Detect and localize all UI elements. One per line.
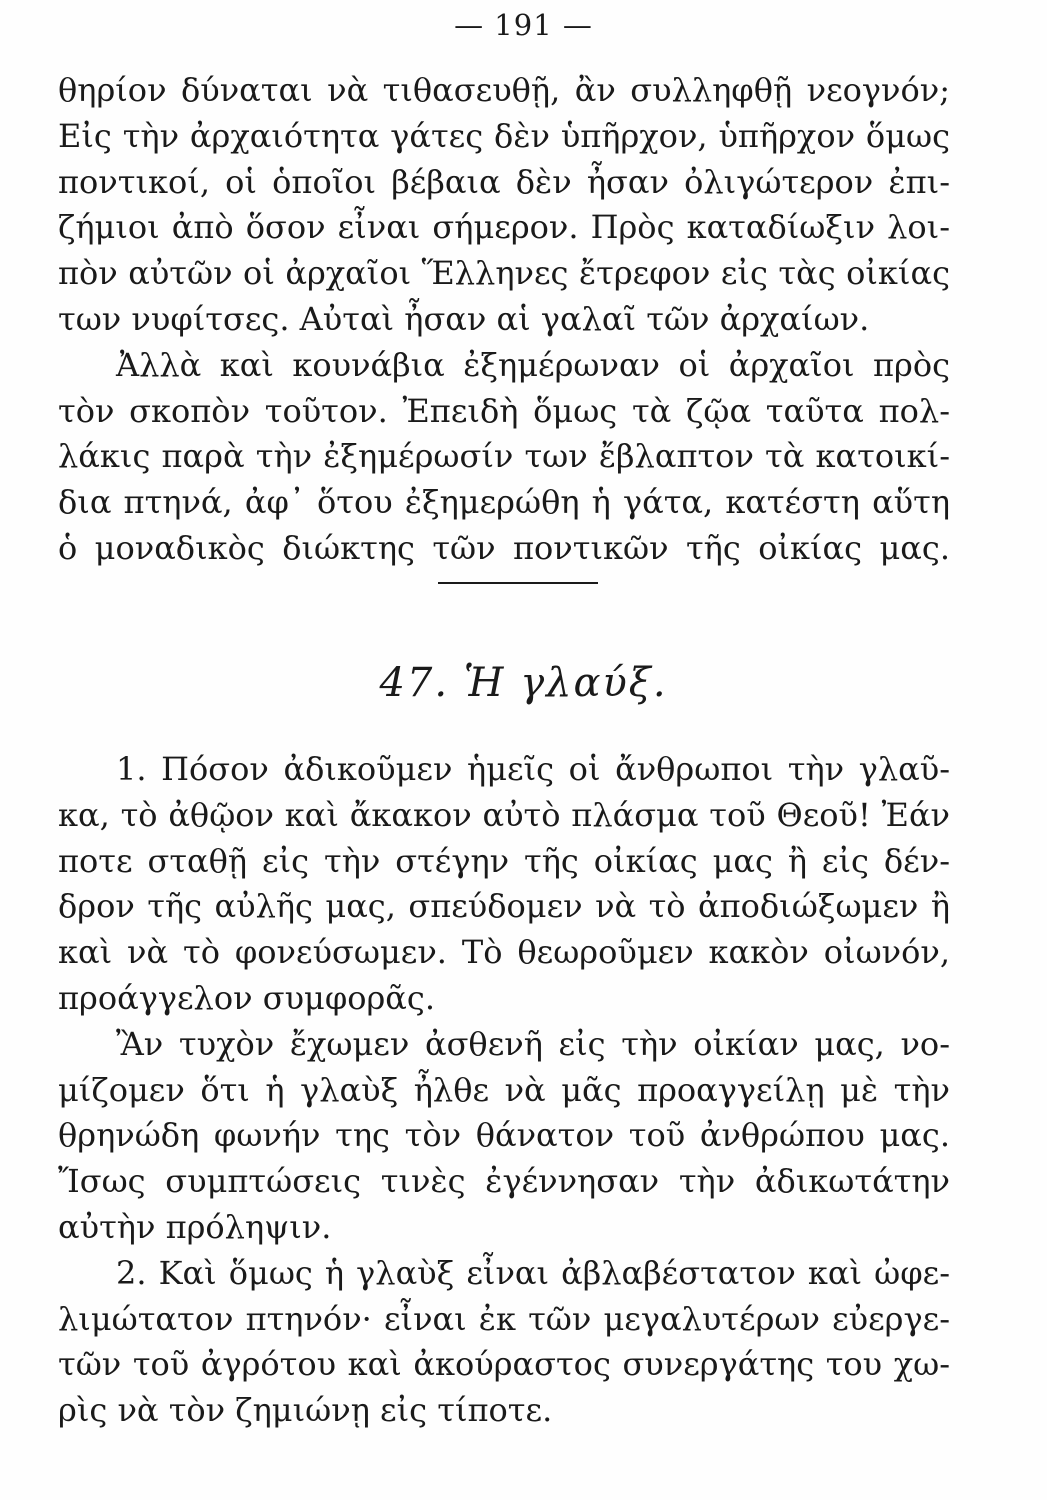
text-line: τὸν σκοπὸν τοῦτον. Ἐπειδὴ ὅμως τὰ ζῷα ταῦτα πολ- [58,391,950,430]
section-divider [438,582,598,584]
text-line: δρον τῆς αὐλῆς μας, σπεύδομεν νὰ τὸ ἀποδιώξωμεν ἢ [58,887,950,926]
section-title: 47. Ἡ γλαύξ. [379,660,668,706]
text-line: ρὶς νὰ τὸν ζημιώνῃ εἰς τίποτε. [58,1391,553,1430]
text-line: ζήμιοι ἀπὸ ὅσον εἶναι σήμερον. Πρὸς καταδίωξιν λοι- [58,208,950,247]
text-line: τῶν τοῦ ἀγρότου καὶ ἀκούραστος συνεργάτης του χω- [58,1345,950,1384]
text-line: Ἀλλὰ καὶ κουνάβια ἐξημέρωναν οἱ ἀρχαῖοι πρὸς [116,345,950,384]
text-line: καὶ νὰ τὸ φονεύσωμεν. Τὸ θεωροῦμεν κακὸν οἰωνόν, [58,933,950,972]
text-line: λιμώτατον πτηνόν· εἶναι ἐκ τῶν μεγαλυτέρων εὐεργε- [58,1299,950,1338]
text-line: μίζομεν ὅτι ἡ γλαὺξ ἦλθε νὰ μᾶς προαγγείλῃ μὲ τὴν [58,1070,950,1109]
text-line: πὸν αὐτῶν οἱ ἀρχαῖοι Ἕλληνες ἔτρεφον εἰς τὰς οἰκίας [58,254,950,293]
top-text-block [58,68,950,572]
text-line: κα, τὸ ἀθῷον καὶ ἄκακον αὐτὸ πλάσμα τοῦ Θεοῦ! Ἐάν [58,795,950,834]
text-line: θηρίον δύναται νὰ τιθασευθῇ, ἂν συλληφθῇ νεογνόν; [58,71,950,109]
text-line: των νυφίτσες. Αὐταὶ ἦσαν αἱ γαλαῖ τῶν ἀρχαίων. [58,299,870,338]
text-line: ὁ μοναδικὸς διώκτης τῶν ποντικῶν τῆς οἰκίας μας. [58,528,950,567]
text-line: Ἂν τυχὸν ἔχωμεν ἀσθενῆ εἰς τὴν οἰκίαν μας, νο- [116,1024,950,1063]
text-line: 1. Πόσον ἀδικοῦμεν ἡμεῖς οἱ ἄνθρωποι τὴν γλαῦ- [116,750,950,788]
text-line: προάγγελον συμφορᾶς. [58,978,435,1017]
text-line: αὐτὴν πρόληψιν. [58,1207,332,1246]
text-line: ποντικοί, οἱ ὁποῖοι βέβαια δὲν ἦσαν ὀλιγώτερον ἐπι- [58,162,950,201]
text-line: ποτε σταθῇ εἰς τὴν στέγην τῆς οἰκίας μας ἢ εἰς δέν- [58,841,950,880]
page-number: — 191 — [454,8,593,42]
text-line: Ἴσως συμπτώσεις τινὲς ἐγέννησαν τὴν ἀδικωτάτην [58,1162,950,1201]
text-line: θρηνώδη φωνήν της τὸν θάνατον τοῦ ἀνθρώπου μας. [58,1116,950,1155]
text-line: Εἰς τὴν ἀρχαιότητα γάτες δὲν ὑπῆρχον, ὑπῆρχον ὅμως [58,116,950,155]
text-line: δια πτηνά, ἀφ᾽ ὅτου ἐξημερώθη ἡ γάτα, κατέστη αὕτη [58,483,950,522]
text-line: 2. Καὶ ὅμως ἡ γλαὺξ εἶναι ἀβλαβέστατον καὶ ὠφε- [116,1253,950,1292]
text-line: λάκις παρὰ τὴν ἐξημέρωσίν των ἔβλαπτον τὰ κατοικί- [58,437,950,476]
bottom-text-block [58,747,950,1434]
